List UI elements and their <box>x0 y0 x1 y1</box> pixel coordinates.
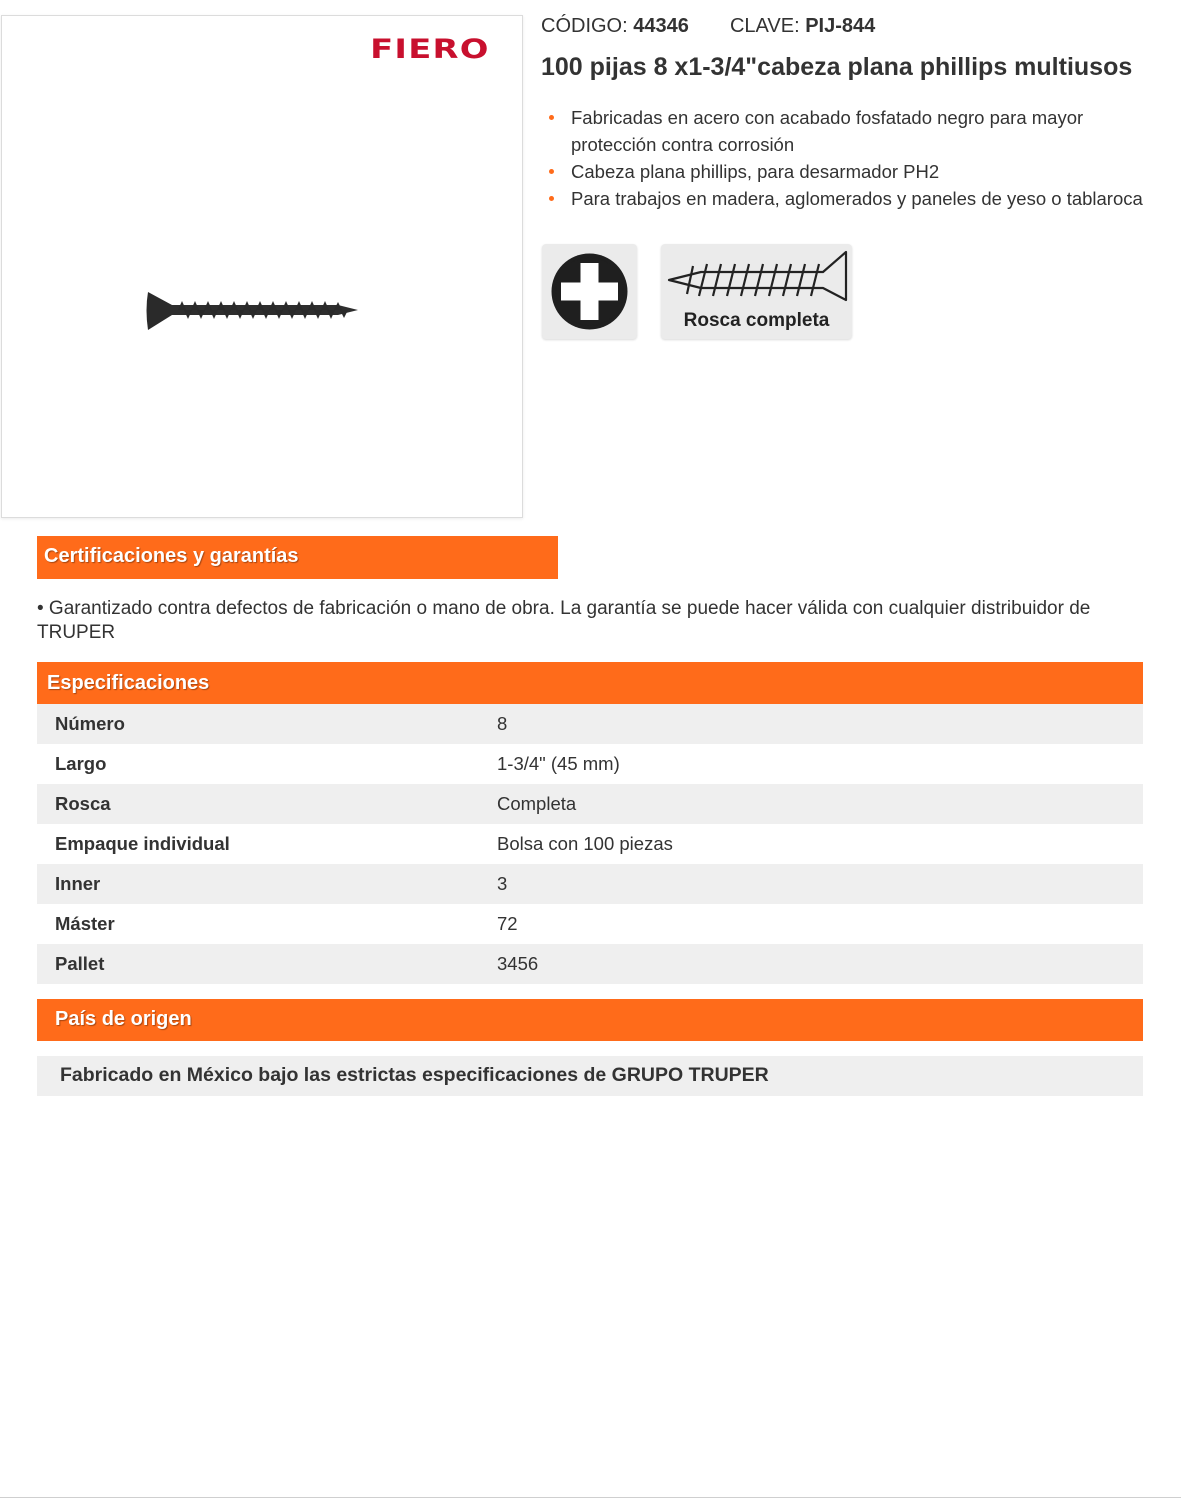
brand-logo: FIERO <box>370 34 490 65</box>
spec-value: 72 <box>497 913 518 934</box>
spec-value: 3 <box>497 864 1143 904</box>
spec-value: 3456 <box>497 944 1143 984</box>
spec-label: Máster <box>55 913 115 934</box>
spec-value: 1-3/4" (45 mm) <box>497 753 620 774</box>
table-row <box>37 824 1143 864</box>
table-row <box>37 704 1143 744</box>
specifications-table <box>37 704 1143 984</box>
spec-value: Completa <box>497 784 1143 824</box>
feature-item: Fabricadas en acero con acabado fosfatado negro para mayor protección contra corrosión <box>549 104 1169 158</box>
feature-item: Para trabajos en madera, aglomerados y paneles de yeso o tablaroca <box>549 185 1169 212</box>
table-row <box>37 904 1143 944</box>
full-thread-label: Rosca completa <box>683 310 830 331</box>
key-label: CLAVE: <box>729 15 800 37</box>
code-label: CÓDIGO: <box>541 15 628 37</box>
table-row <box>37 784 1143 824</box>
spec-label: Largo <box>55 753 107 774</box>
spec-label: Rosca <box>37 784 497 824</box>
certifications-heading: Certificaciones y garantías <box>37 536 558 579</box>
spec-label: Empaque individual <box>55 833 230 854</box>
spec-label: Pallet <box>37 944 497 984</box>
code-value: 44346 <box>633 15 689 37</box>
spec-value: Bolsa con 100 piezas <box>497 833 673 854</box>
origin-heading: País de origen <box>37 999 1143 1041</box>
phillips-head-badge <box>542 244 637 339</box>
key-value: PIJ-844 <box>805 15 876 37</box>
full-thread-badge <box>661 244 852 339</box>
spec-value: 8 <box>497 704 1143 744</box>
table-row <box>37 744 1143 784</box>
full-thread-screw-icon <box>661 244 852 310</box>
phillips-head-icon <box>542 244 637 339</box>
origin-text: Fabricado en México bajo las estrictas especificaciones de GRUPO TRUPER <box>37 1056 1143 1096</box>
spec-label: Número <box>37 704 497 744</box>
table-row <box>37 864 1143 904</box>
spec-label: Inner <box>37 864 497 904</box>
product-image <box>1 15 523 518</box>
screw-image <box>142 288 362 334</box>
feature-list <box>549 104 1169 212</box>
product-title: 100 pijas 8 x1-3/4"cabeza plana phillips multiusos <box>541 53 1133 81</box>
feature-item: Cabeza plana phillips, para desarmador PH2 <box>549 158 1169 185</box>
page-divider <box>0 1497 1181 1498</box>
warranty-text: • Garantizado contra defectos de fabricación o mano de obra. La garantía se puede hacer válida con cualquier distribuidor de TRUPER <box>37 598 1091 643</box>
specifications-heading: Especificaciones <box>37 662 1143 704</box>
product-codes <box>541 15 875 38</box>
table-row <box>37 944 1143 984</box>
